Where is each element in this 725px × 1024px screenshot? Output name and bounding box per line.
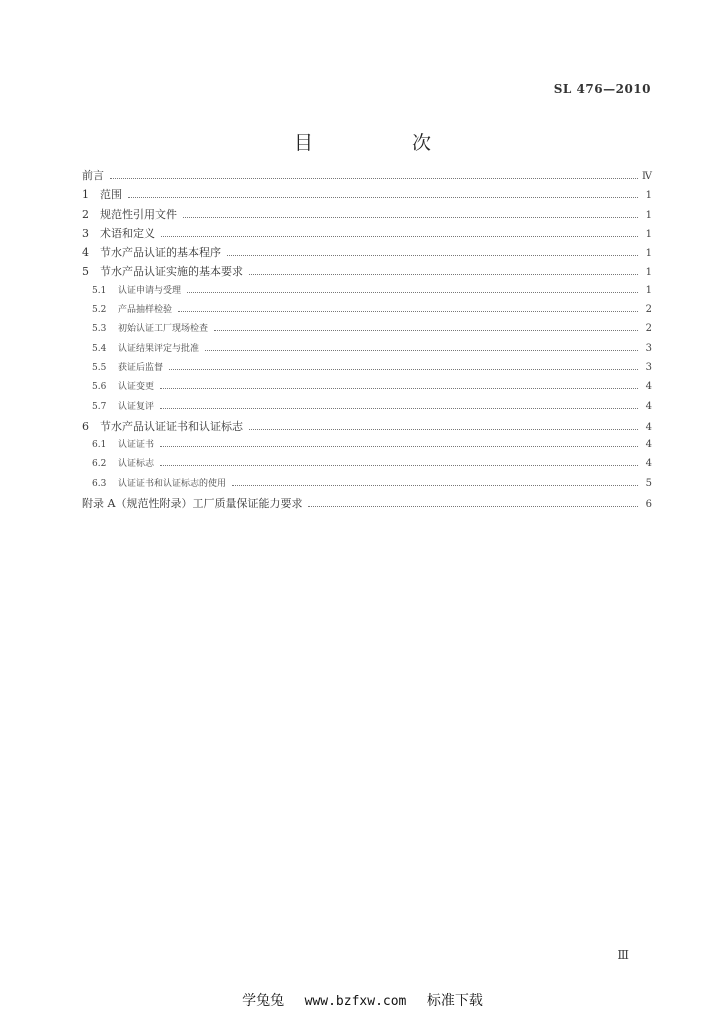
toc-entry-text: 认证变更 — [118, 382, 155, 393]
toc-entry-text: 认证申请与受理 — [118, 285, 182, 296]
toc-entry-number: 6.2 — [92, 459, 107, 470]
toc-dot-leader — [160, 387, 638, 389]
toc-entry-page: 4 — [645, 439, 652, 451]
toc-entry[interactable] — [82, 476, 652, 495]
toc-entry-number: 3 — [82, 226, 89, 240]
toc-entry-label — [92, 456, 160, 469]
toc-entry-label — [92, 321, 214, 334]
footer-url[interactable]: www.bzfxw.com — [304, 994, 407, 1009]
toc-entry-page: 1 — [645, 284, 652, 296]
toc-entry[interactable] — [82, 495, 652, 514]
page-number: Ⅲ — [617, 948, 629, 962]
toc-entry-text: 认证结果评定与批准 — [118, 343, 200, 354]
toc-entry[interactable] — [82, 283, 652, 302]
toc-dot-leader — [160, 445, 638, 447]
toc-entry[interactable] — [82, 341, 652, 360]
toc-entry-label — [82, 206, 183, 222]
toc-entry-label — [82, 225, 161, 241]
toc-entry-number: 6.3 — [92, 478, 107, 489]
toc-entry-text: 认证标志 — [118, 459, 155, 470]
toc-entry-label — [82, 186, 128, 202]
toc-entry-number: 1 — [82, 188, 89, 202]
toc-entry[interactable] — [82, 437, 652, 456]
toc-entry-label — [92, 283, 187, 296]
toc-dot-leader — [110, 177, 638, 179]
toc-entry-label — [82, 167, 110, 183]
table-of-contents — [82, 167, 652, 514]
toc-entry-text: 节水产品认证实施的基本要求 — [100, 265, 243, 279]
toc-entry-text: 产品抽样检验 — [118, 305, 173, 316]
toc-entry[interactable] — [82, 302, 652, 321]
toc-entry-text: 术语和定义 — [100, 226, 155, 240]
toc-entry-number: 5.5 — [92, 362, 107, 373]
toc-entry[interactable] — [82, 456, 652, 475]
toc-dot-leader — [227, 254, 638, 256]
toc-entry-number: 6.1 — [92, 440, 107, 451]
toc-entry-label — [92, 379, 160, 392]
toc-entry-number: 2 — [82, 207, 89, 221]
toc-entry-number: 6 — [82, 419, 89, 433]
footer-site-name: 学兔兔 — [242, 993, 285, 1009]
toc-entry-label — [82, 418, 249, 434]
toc-entry-page: 1 — [645, 190, 652, 202]
toc-dot-leader — [160, 464, 638, 466]
toc-entry-label — [92, 302, 178, 315]
toc-entry-page: 2 — [645, 323, 652, 335]
toc-entry-page: 1 — [645, 228, 652, 240]
toc-entry-text: 节水产品认证的基本程序 — [100, 246, 221, 260]
toc-entry-label — [92, 437, 160, 450]
toc-dot-leader — [249, 273, 638, 275]
toc-entry-text: 初始认证工厂现场检查 — [118, 324, 209, 335]
toc-dot-leader — [169, 368, 638, 370]
toc-entry-number: 4 — [82, 246, 89, 260]
toc-dot-leader — [232, 484, 638, 486]
toc-entry[interactable] — [82, 244, 652, 263]
toc-entry-number: 5.6 — [92, 382, 107, 393]
toc-entry-number: 5.4 — [92, 343, 107, 354]
footer — [0, 990, 725, 1010]
toc-entry-page: 1 — [645, 209, 652, 221]
toc-entry-page: 6 — [645, 499, 652, 511]
toc-dot-leader — [187, 291, 638, 293]
toc-entry-page: 1 — [645, 248, 652, 260]
toc-entry-page: 4 — [645, 458, 652, 470]
toc-entry[interactable] — [82, 418, 652, 437]
toc-dot-leader — [183, 216, 638, 218]
toc-entry-label — [92, 399, 160, 412]
toc-entry-label — [92, 360, 169, 373]
toc-entry-page: Ⅳ — [642, 171, 652, 182]
toc-entry-text: 规范性引用文件 — [100, 207, 177, 221]
toc-entry-number: 5 — [82, 265, 89, 279]
toc-dot-leader — [178, 310, 638, 312]
toc-entry-number: 5.7 — [92, 401, 107, 412]
standard-code: SL 476—2010 — [553, 82, 651, 96]
toc-entry-page: 4 — [645, 400, 652, 412]
toc-entry[interactable] — [82, 263, 652, 282]
footer-tagline: 标准下载 — [426, 993, 483, 1009]
toc-entry-text: 认证证书和认证标志的使用 — [118, 478, 227, 489]
page-title: 目 次 — [293, 132, 471, 154]
toc-entry-label — [82, 495, 308, 511]
toc-entry[interactable] — [82, 225, 652, 244]
toc-dot-leader — [308, 505, 638, 507]
toc-dot-leader — [161, 235, 638, 237]
toc-entry-text: 认证证书 — [118, 440, 155, 451]
toc-dot-leader — [160, 407, 638, 409]
toc-entry[interactable] — [82, 167, 652, 186]
toc-entry-number: 5.1 — [92, 285, 107, 296]
toc-entry-text: 范围 — [100, 188, 122, 202]
toc-entry-text: 获证后监督 — [118, 362, 164, 373]
toc-dot-leader — [214, 329, 638, 331]
toc-entry[interactable] — [82, 360, 652, 379]
toc-entry-text: 认证复评 — [118, 401, 155, 412]
toc-entry-text: 前言 — [82, 169, 104, 182]
toc-entry[interactable] — [82, 186, 652, 205]
toc-entry-label — [92, 341, 205, 354]
toc-dot-leader — [128, 196, 638, 198]
toc-entry-label — [82, 244, 227, 260]
toc-entry-number: 5.2 — [92, 305, 107, 316]
toc-entry-page: 4 — [645, 381, 652, 393]
toc-entry-page: 3 — [645, 342, 652, 354]
toc-entry[interactable] — [82, 321, 652, 340]
toc-entry-text: 附录 A（规范性附录）工厂质量保证能力要求 — [82, 497, 303, 511]
toc-entry-label — [92, 476, 232, 489]
toc-entry-number: 5.3 — [92, 324, 107, 335]
toc-entry-page: 3 — [645, 361, 652, 373]
toc-entry[interactable] — [82, 379, 652, 398]
toc-entry-page: 4 — [645, 421, 652, 433]
toc-entry-page: 2 — [645, 304, 652, 316]
toc-entry-page: 1 — [645, 267, 652, 279]
toc-entry[interactable] — [82, 399, 652, 418]
toc-dot-leader — [249, 428, 638, 430]
toc-dot-leader — [205, 349, 638, 351]
toc-entry-label — [82, 263, 249, 279]
toc-entry-page: 5 — [645, 477, 652, 489]
toc-entry-text: 节水产品认证证书和认证标志 — [100, 419, 243, 433]
toc-entry[interactable] — [82, 206, 652, 225]
